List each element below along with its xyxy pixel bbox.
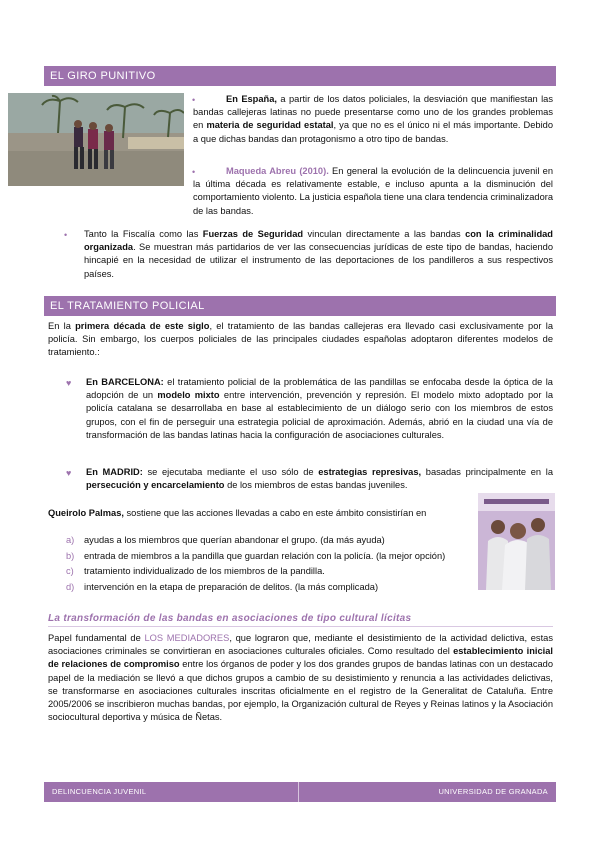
espana-lead: En España, xyxy=(226,94,277,104)
page-footer xyxy=(44,782,556,802)
section-title: EL GIRO PUNITIVO xyxy=(50,70,156,82)
policial-madrid: En MADRID: se ejecutaba mediante el uso sólo de estrategias represivas, basadas principalmente en la persecución y encarcelamiento de los miembros de estas bandas juveniles. xyxy=(86,467,553,491)
section-header-tratamiento-policial xyxy=(44,296,556,316)
footer-left: DELINCUENCIA JUVENIL xyxy=(52,787,147,796)
subsection-title: La transformación de las bandas en asociaciones de tipo cultural lícitas xyxy=(48,613,553,627)
list-item: c) tratamiento individualizado de los miembros de la pandilla. xyxy=(66,566,325,577)
footer-right: UNIVERSIDAD DE GRANADA xyxy=(438,787,548,796)
footer-divider xyxy=(298,782,299,802)
transform-paragraph: Papel fundamental de LOS MEDIADORES, que lograron que, mediante el desistimiento de la actividad delictiva, estas asociaciones criminales se convirtieran en asociaciones culturales oficiales. Como resultado del establecimiento inicial de relaciones de compromiso entre los órganos de poder y los dos grandes grupos de bandas latinas con un destacado papel de la mediación se llevó a que dichos grupos a cambio de su desistimiento y renuncia a las actividades delictivas, se transformarse en asociaciones culturales inscritas oficialmente en el registro de la Generalitat de Cataluña. Entre 2005/2006 se inscribieron muchas bandas, por ejemplo, la Organización cultural de Reyes y Reinas latinos y la Asociación sociocultural deportiva y música de Ñetas. xyxy=(48,633,553,723)
giro-bullet-fiscalia: Tanto la Fiscalía como las Fuerzas de Seguridad vinculan directamente a las bandas con la criminalidad organizada. Se muestran más partidarios de ver las consecuencias jurídicas de este tipo de bandas, haciendo hincapié en la necesidad de utilizar el instrumento de las deportaciones de los pandilleros a sus respectivos países. xyxy=(84,229,553,279)
bullet-icon: • xyxy=(64,230,68,240)
giro-bullet-maqueda: Maqueda Abreu (2010). En general la evolución de la delincuencia juvenil en la última década es relativamente estable, e incluso apunta a la disminución del comportamiento violento. La justicia española tiene una clara tendencia criminalizadora de las bandas. xyxy=(193,166,554,216)
queirolo-paragraph: Queirolo Palmas, sostiene que las acciones llevadas a cabo en este ámbito consistirían en xyxy=(48,508,427,518)
list-item: d) intervención en la etapa de preparación de delitos. (la más complicada) xyxy=(66,582,379,593)
bullet-icon: • xyxy=(192,95,196,105)
mediadores-highlight: LOS MEDIADORES xyxy=(144,633,230,643)
bullet-icon: • xyxy=(192,167,196,177)
list-item: b) entrada de miembros a la pandilla que guardan relación con la policía. (la mejor opción) xyxy=(66,550,446,561)
policial-barcelona: En BARCELONA: el tratamiento policial de la problemática de las pandillas se enfocaba desde la óptica de la adopción de un modelo mixto entre intervención, prevención y represión. El modelo mixto adoptado por la policía catalana se desarrollaba en base al establecimiento de un diálogo serio con los miembros de estos grupos, con el fin de perseguir una estrategia policial de aproximación. Además, abrió en la ciudad una vía de transformación de las bandas latinas hacia la configuración de asociaciones culturales. xyxy=(86,377,553,440)
gang-members-poster xyxy=(478,493,555,590)
gang-street-photo xyxy=(8,93,184,186)
section-header-giro-punitivo xyxy=(44,66,556,86)
policial-intro: En la primera década de este siglo, el tratamiento de las bandas callejeras era llevado casi exclusivamente por la policía. Sin embargo, los cuerpos policiales de las principales ciudades españolas adoptaron diferentes modelos de tratamiento.: xyxy=(48,321,553,358)
heart-bullet-icon: ♥ xyxy=(66,468,72,478)
heart-bullet-icon: ♥ xyxy=(66,378,72,388)
giro-bullet-espana: En España, a partir de los datos policiales, la desviación que manifiestan las bandas callejeras latinas no puede presentarse como uno de los grandes problemas en materia de seguridad estatal, ya que no es el único ni el más importante. Debido a que dichas bandas dan protagonismo a otro tipo de bandas. xyxy=(193,94,554,144)
actions-list xyxy=(66,533,445,596)
list-item: a) ayudas a los miembros que querían abandonar el grupo. (da más ayuda) xyxy=(66,535,385,545)
maqueda-lead: Maqueda Abreu (2010). xyxy=(226,166,329,176)
section-title: EL TRATAMIENTO POLICIAL xyxy=(50,300,205,312)
